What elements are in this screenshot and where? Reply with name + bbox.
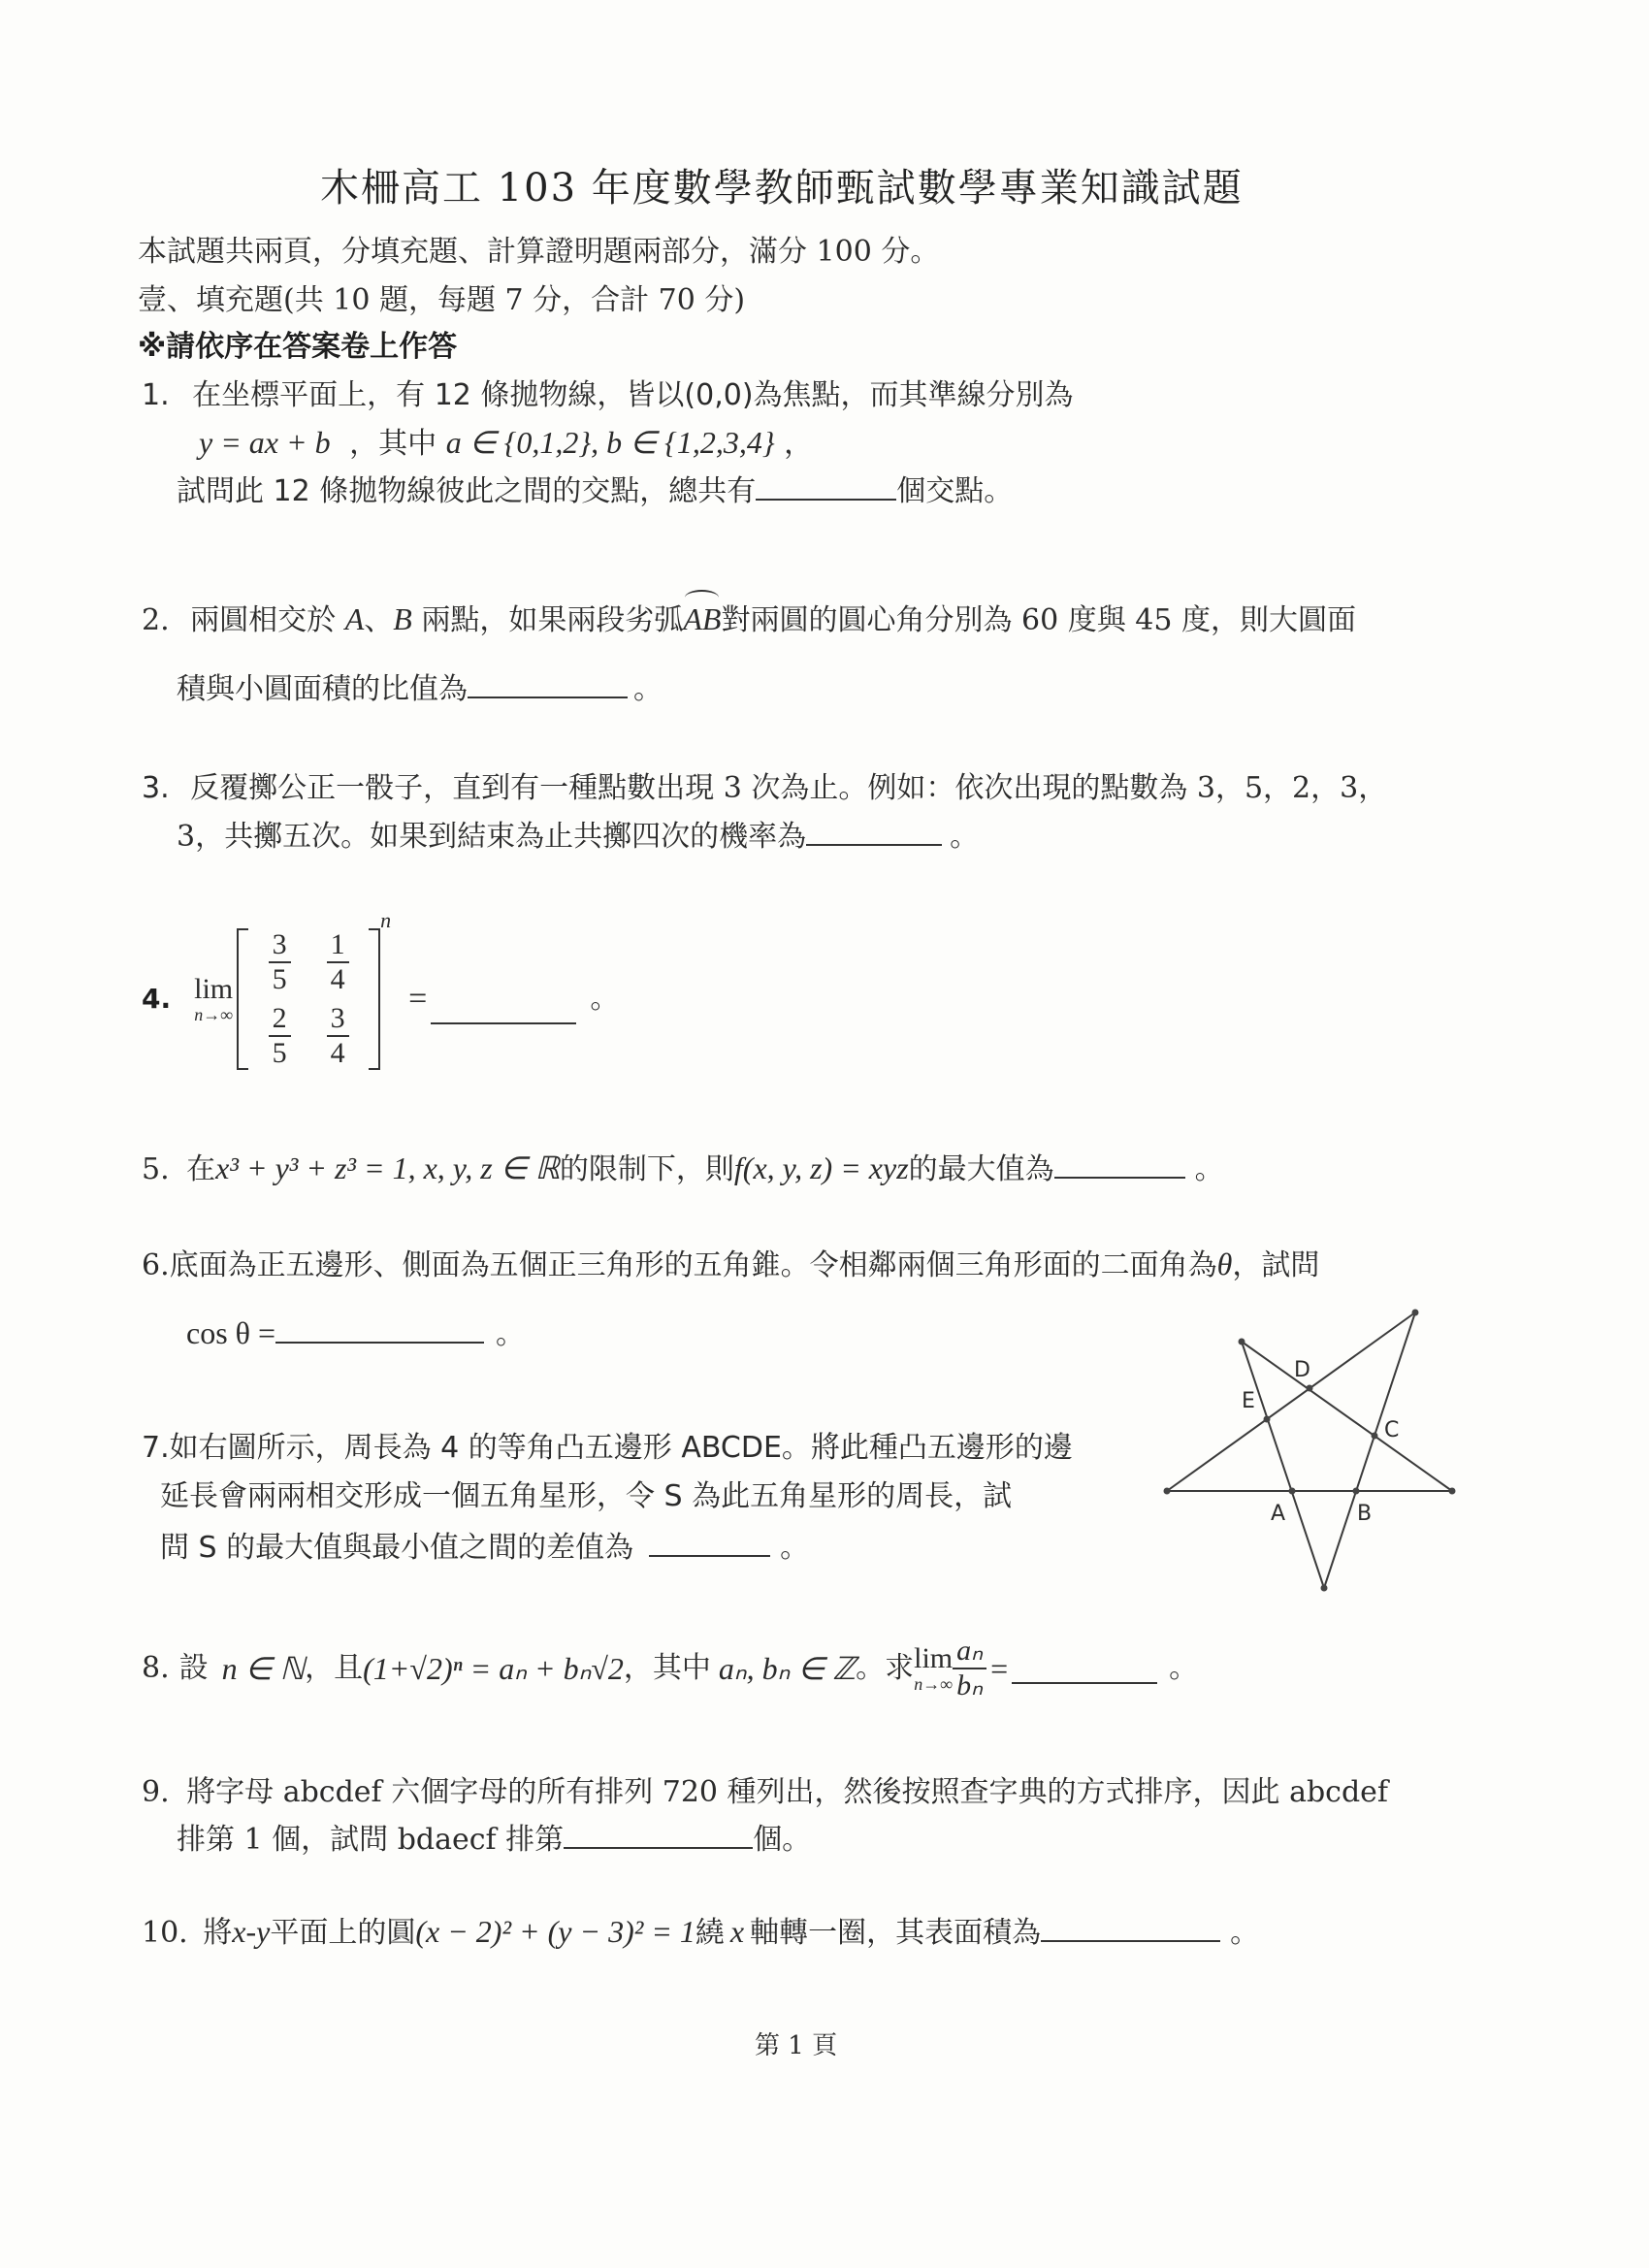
question-text: 平面上的圓 [270, 1916, 416, 1950]
question-9 [142, 1773, 1388, 1812]
question-text: 。 [950, 820, 980, 854]
constraint-equation: x³ + y³ + z³ = 1, x, y, z ∈ ℝ [215, 1150, 560, 1185]
cos-theta: cos θ = [186, 1315, 276, 1350]
question-number: 3. [142, 771, 170, 805]
question-text: 對兩圓的圓心角分別為 60 度與 45 度，則大圓面 [721, 603, 1356, 637]
vertex-label-e: E [1242, 1389, 1255, 1413]
question-text: 。 [1230, 1916, 1260, 1950]
question-number: 9. [142, 1775, 170, 1809]
lim-subscript: n→∞ [194, 1005, 234, 1024]
question-text: 兩點，如果兩段劣弧 [421, 603, 684, 637]
binomial-equation: (1+√2)ⁿ = aₙ + bₙ√2 [363, 1651, 624, 1686]
question-text: ， [784, 427, 814, 461]
matrix-entry: $\frac{3}{5}$ [269, 928, 291, 996]
directrix-equation: y = ax + b [199, 425, 331, 460]
question-8 [142, 1630, 1198, 1707]
matrix-entry: $\frac{2}{5}$ [269, 1002, 291, 1070]
question-text: 3，共擲五次。如果到結束為止共擲四次的機率為 [177, 820, 807, 854]
equals-sign: = [990, 1650, 1009, 1686]
question-text: 問 S 的最大值與最小值之間的差值為 [160, 1531, 634, 1565]
question-text: ，其中 [623, 1651, 711, 1685]
ratio-fraction: $\frac{\text{aₙ}}{\text{bₙ}}$ [953, 1635, 986, 1702]
intro-text: 本試題共兩頁，分填充題、計算證明題兩部分，滿分 100 分。 [138, 235, 940, 269]
page-number: 第 1 頁 [755, 2031, 838, 2060]
integer-condition: aₙ, bₙ ∈ ℤ [718, 1651, 857, 1686]
theta-symbol: θ [1216, 1247, 1233, 1281]
question-text: 在 [186, 1152, 216, 1186]
question-number: 2. [142, 603, 170, 637]
question-text: 、 [364, 603, 394, 637]
question-text: 。 [633, 672, 663, 706]
question-text: 。 [780, 1531, 810, 1565]
page-title: 木柵高工 103 年度數學教師甄試數學專業知識試題 [320, 166, 1244, 211]
question-text: 。求 [856, 1651, 915, 1685]
lim-subscript: n→∞ [914, 1674, 954, 1694]
answer-blank[interactable] [1012, 1653, 1157, 1684]
equals-sign: = [408, 981, 428, 1017]
question-number: 8. [142, 1651, 170, 1685]
question-number: 4. [142, 983, 172, 1015]
question-number: 7. [142, 1431, 170, 1465]
question-text: 。 [496, 1317, 526, 1351]
matrix-exponent: n [380, 908, 392, 932]
circle-equation: (x − 2)² + (y − 3)² = 1 [415, 1914, 695, 1949]
question-text: 軸轉一圈，其表面積為 [750, 1916, 1042, 1950]
answer-blank[interactable] [1041, 1911, 1220, 1942]
arc-ab: AB [683, 601, 722, 636]
x-axis: x [729, 1914, 745, 1949]
lim-label: lim [914, 1642, 954, 1674]
point-a: A [344, 601, 365, 636]
vertex-label-a: A [1271, 1502, 1286, 1526]
question-text: 試問此 12 條拋物線彼此之間的交點，總共有 [177, 474, 757, 508]
point-b: B [393, 601, 412, 636]
question-text: 排第 1 個，試問 bdaecf 排第 [177, 1823, 565, 1857]
limit-operator [914, 1643, 953, 1694]
question-text: 將字母 abcdef 六個字母的所有排列 720 種列出，然後按照查字典的方式排序，因此 abcdef [186, 1775, 1389, 1809]
question-7-line-2: 延長會兩兩相交形成一個五角星形，令 S 為此五角星形的周長，試 [160, 1479, 1013, 1513]
question-number: 5. [142, 1152, 170, 1186]
instruction-note: ※請依序在答案卷上作答 [138, 330, 458, 364]
question-text: 。 [590, 982, 620, 1016]
question-text: 。 [1169, 1651, 1199, 1685]
question-text: 個交點。 [896, 474, 1014, 508]
question-text: 。 [1194, 1152, 1224, 1186]
lim-label: lim [194, 973, 234, 1005]
question-text: 將 [203, 1916, 233, 1950]
question-text: 繞 [695, 1916, 725, 1950]
question-text: 積與小圓面積的比值為 [177, 672, 468, 706]
answer-blank[interactable] [564, 1818, 753, 1849]
question-number: 10. [142, 1916, 188, 1950]
question-text: 底面為正五邊形、側面為五個正三角形的五角錐。令相鄰兩個三角形面的二面角為 [169, 1248, 1217, 1282]
question-9-line-2 [177, 1818, 811, 1860]
matrix-entry: $\frac{1}{4}$ [327, 928, 349, 996]
question-text: 反覆擲公正一骰子，直到有一種點數出現 3 次為止。例如：依次出現的點數為 3，5，2，3， [190, 771, 1388, 805]
question-text: 的限制下，則 [559, 1152, 734, 1186]
question-number: 1. [142, 378, 170, 412]
function-definition: f(x, y, z) = xyz [733, 1150, 909, 1185]
section-heading: 壹、填充題(共 10 題，每題 7 分，合計 70 分) [138, 283, 746, 317]
vertex-label-d: D [1294, 1358, 1310, 1382]
vertex-label-b: B [1357, 1502, 1373, 1526]
question-text: 如右圖所示，周長為 4 的等角凸五邊形 ABCDE。將此種凸五邊形的邊 [169, 1431, 1073, 1465]
question-text: 設 [178, 1651, 209, 1685]
parameter-sets: a ∈ {0,1,2}, b ∈ {1,2,3,4} [445, 425, 775, 460]
n-natural: n ∈ ℕ [221, 1651, 306, 1686]
vertex-label-c: C [1384, 1418, 1400, 1442]
question-text: 的最大值為 [908, 1152, 1054, 1186]
question-text: ，其中 [349, 427, 437, 461]
question-text: ，且 [305, 1651, 364, 1685]
matrix-entry: $\frac{3}{4}$ [327, 1002, 349, 1070]
question-text: 個。 [753, 1823, 812, 1857]
question-text: 兩圓相交於 [190, 603, 337, 637]
question-text: ，試問 [1232, 1248, 1320, 1282]
question-number: 6. [142, 1248, 170, 1282]
xy-plane: x-y [232, 1914, 271, 1949]
question-10 [142, 1911, 1259, 1953]
question-text: 在坐標平面上，有 12 條拋物線，皆以(0,0)為焦點，而其準線分別為 [192, 378, 1074, 412]
